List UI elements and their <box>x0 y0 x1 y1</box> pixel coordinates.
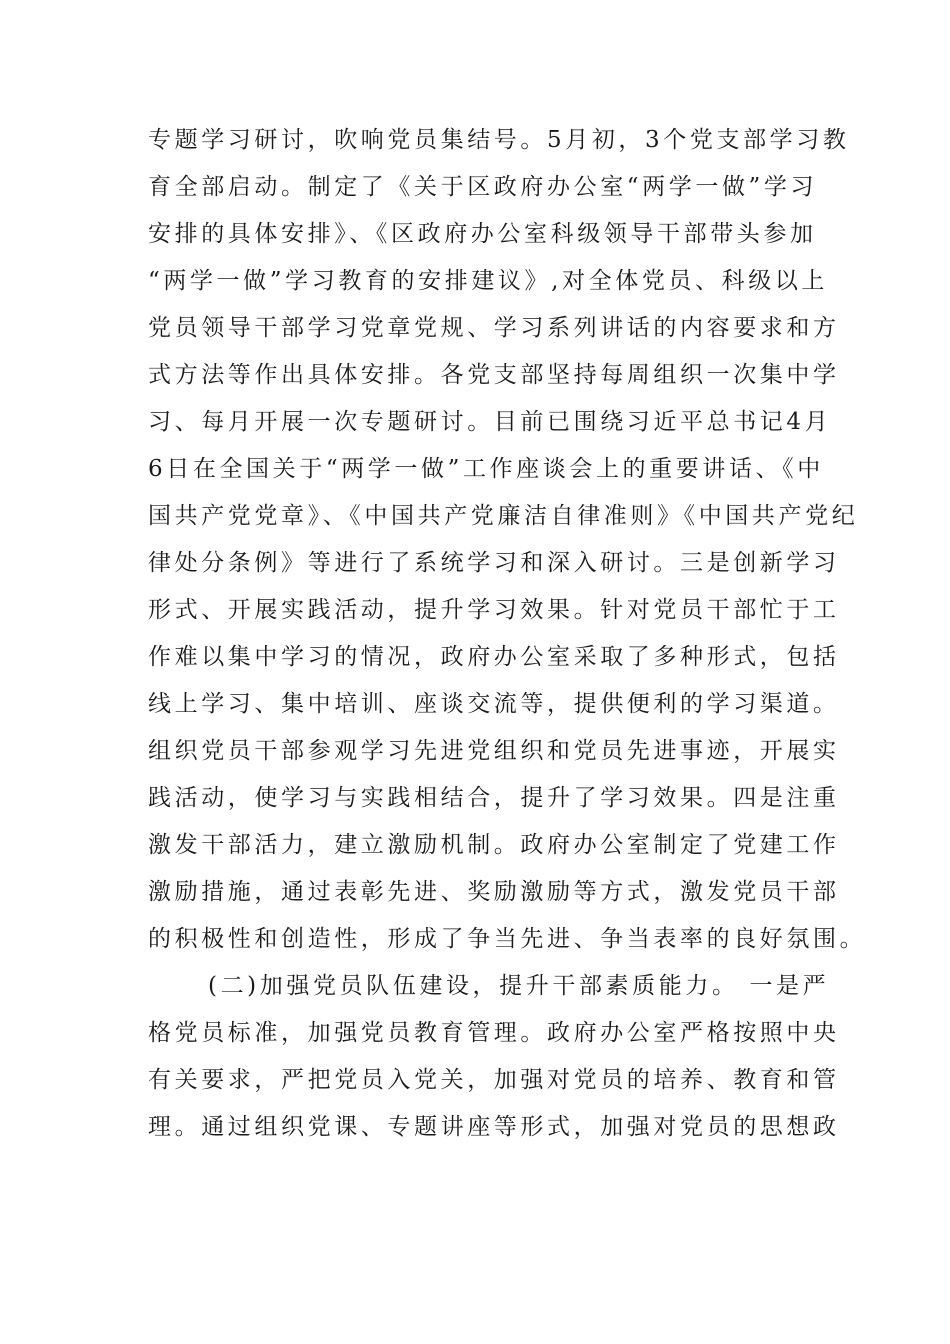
text-line: 6日在全国关于“两学一做”工作座谈会上的重要讲话、《中 <box>148 456 824 482</box>
text-line: 践活动，使学习与实践相结合，提升了学习效果。四是注重 <box>148 785 840 811</box>
text-line: 激发干部活力，建立激励机制。政府办公室制定了党建工作 <box>148 832 840 858</box>
text-line: 党员领导干部学习党章党规、学习系列讲话的内容要求和方 <box>148 315 840 341</box>
text-line: 理。通过组织党课、专题讲座等形式，加强对党员的思想政 <box>148 1114 840 1140</box>
text-line: 专题学习研讨，吹响党员集结号。5月初，3个党支部学习教 <box>148 127 850 153</box>
section-heading-line: (二)加强党员队伍建设，提升干部素质能力。 一是严 <box>208 973 830 999</box>
text-line: 有关要求，严把党员入党关，加强对党员的培养、教育和管 <box>148 1067 840 1093</box>
text-line: 的积极性和创造性，形成了争当先进、争当表率的良好氛围。 <box>148 926 867 952</box>
text-line: 育全部启动。制定了《关于区政府办公室“两学一做”学习 <box>148 174 818 200</box>
text-line: 国共产党党章》、《中国共产党廉洁自律准则》《中国共产党纪 <box>148 503 859 529</box>
text-line: 格党员标准，加强党员教育管理。政府办公室严格按照中央 <box>148 1020 840 1046</box>
text-line: 线上学习、集中培训、座谈交流等，提供便利的学习渠道。 <box>148 691 840 717</box>
text-line: 习、每月开展一次专题研讨。目前已围绕习近平总书记4月 <box>148 409 832 435</box>
text-line: “两学一做”学习教育的安排建议》,对全体党员、科级以上 <box>148 268 829 294</box>
text-line: 形式、开展实践活动，提升学习效果。针对党员干部忙于工 <box>148 597 840 623</box>
text-line: 式方法等作出具体安排。各党支部坚持每周组织一次集中学 <box>148 362 840 388</box>
text-line: 作难以集中学习的情况，政府办公室采取了多种形式，包括 <box>148 644 840 670</box>
text-line: 安排的具体安排》、《区政府办公室科级领导干部带头参加 <box>148 221 817 247</box>
text-line: 律处分条例》等进行了系统学习和深入研讨。三是创新学习 <box>148 550 840 576</box>
text-line: 激励措施，通过表彰先进、奖励激励等方式，激发党员干部 <box>148 879 840 905</box>
text-line: 组织党员干部参观学习先进党组织和党员先进事迹，开展实 <box>148 738 840 764</box>
